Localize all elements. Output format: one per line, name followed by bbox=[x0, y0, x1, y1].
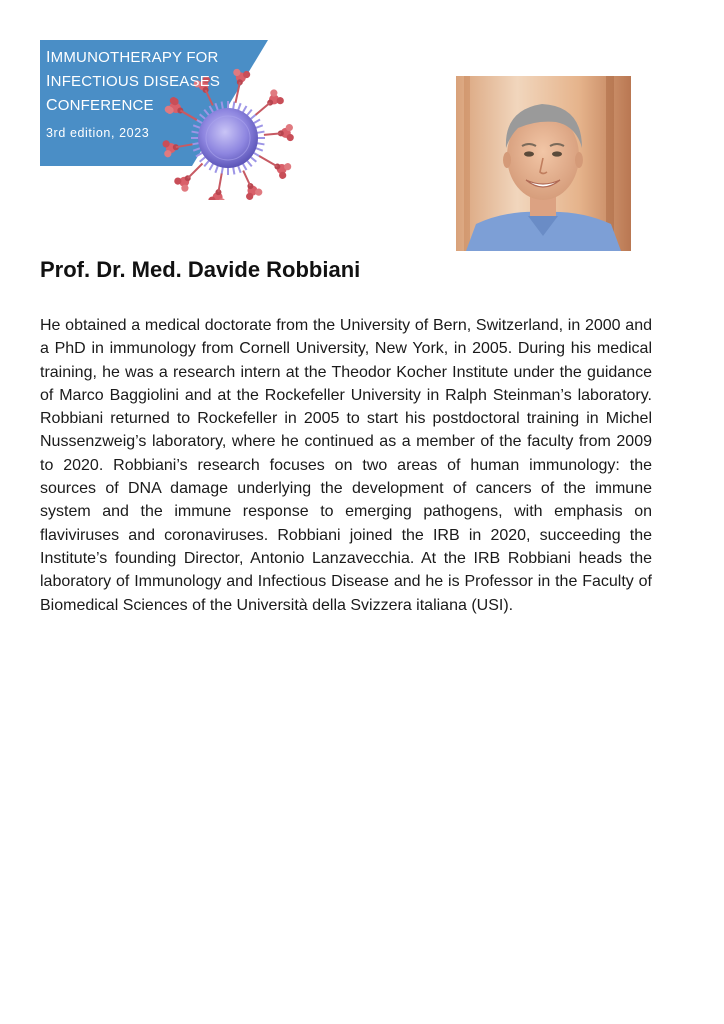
speaker-photo bbox=[456, 76, 631, 251]
conference-title-line-1: IMMUNOTHERAPY FOR bbox=[46, 49, 219, 66]
speaker-name: Prof. Dr. Med. Davide Robbiani bbox=[40, 257, 361, 282]
conference-banner bbox=[40, 40, 310, 200]
antibody bbox=[270, 158, 292, 181]
antibody-stem bbox=[243, 171, 250, 186]
conference-title bbox=[46, 46, 220, 143]
antibody bbox=[208, 188, 228, 200]
conference-title-line-2: INFECTIOUS DISEASES bbox=[46, 73, 221, 90]
antibody-stem bbox=[256, 103, 271, 115]
conference-edition: 3rd edition, 2023 bbox=[46, 126, 150, 140]
antibody bbox=[262, 88, 285, 111]
speaker-bio: He obtained a medical doctorate from the University of Bern, Switzerland, in 2000 and a PhD in immunology from Cornell University, New York, in 2005. During his medical training, he was a research intern at the Theodor Kocher Institute under the guidance of Marco Baggiolini and at the Rockefeller University in Ralph Steinman’s laboratory. Robbiani returned to Rockefeller in 2005 to start his postdoctoral training in Michel Nussenzweig’s laboratory, where he continued as a member of the faculty from 2009 to 2020. Robbiani’s research focuses on two areas of human immunology: the sources of DNA damage underlying the development of cancers of the immune system and the immune response to emerging pathogens, with emphasis on flaviviruses and coronaviruses. Robbiani joined the IRB in 2020, succeeding the Institute’s founding Director, Antonio Lanzavecchia. At the IRB Robbiani heads the laboratory of Immunology and Infectious Disease and he is Professor in the Faculty of Biomedical Sciences of the Università della Svizzera italiana (USI). bbox=[40, 317, 652, 614]
antibody-stem bbox=[218, 174, 221, 193]
antibody-stem bbox=[259, 156, 277, 167]
conference-title-line-3: CONFERENCE bbox=[46, 97, 154, 114]
antibody bbox=[241, 180, 263, 200]
